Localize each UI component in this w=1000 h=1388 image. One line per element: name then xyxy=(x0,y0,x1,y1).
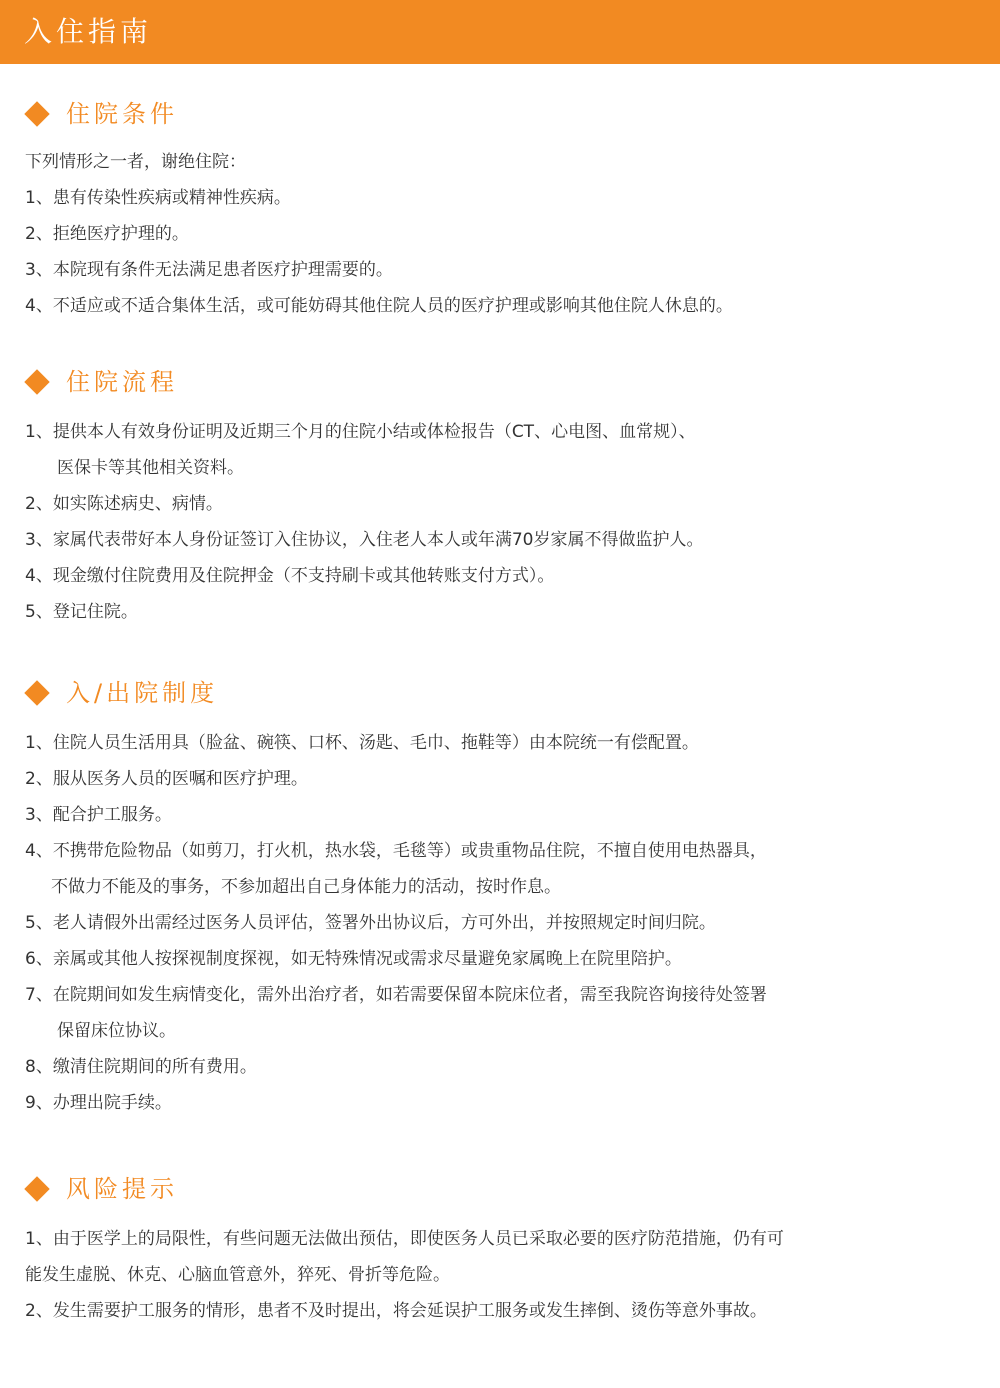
section-title: 风险提示 xyxy=(66,1175,178,1203)
section-heading xyxy=(0,676,1000,716)
list-item: 1、患有传染性疾病或精神性疾病。 xyxy=(25,188,291,208)
list-item: 1、提供本人有效身份证明及近期三个月的住院小结或体检报告（CT、心电图、血常规）、 xyxy=(25,422,696,442)
list-item: 4、不携带危险物品（如剪刀，打火机，热水袋，毛毯等）或贵重物品住院，不擅自使用电热器具， xyxy=(25,841,767,861)
page-header xyxy=(0,0,1000,64)
list-item: 1、由于医学上的局限性，有些问题无法做出预估，即使医务人员已采取必要的医疗防范措施，仍有可 xyxy=(25,1229,784,1249)
section-risk-notice xyxy=(0,1172,1000,1321)
list-item: 2、拒绝医疗护理的。 xyxy=(25,224,189,244)
section-heading xyxy=(0,97,1000,137)
section-title: 入/出院制度 xyxy=(66,679,219,707)
section-heading xyxy=(0,365,1000,405)
list-item: 7、在院期间如发生病情变化，需外出治疗者，如若需要保留本院床位者，需至我院咨询接待处签署 xyxy=(25,985,767,1005)
section-title: 住院流程 xyxy=(66,368,178,396)
section-admission-process xyxy=(0,365,1000,622)
list-item: 9、办理出院手续。 xyxy=(25,1093,172,1113)
list-item-continuation: 不做力不能及的事务，不参加超出自己身体能力的活动，按时作息。 xyxy=(51,877,561,897)
diamond-icon xyxy=(24,101,49,126)
list-item-continuation: 医保卡等其他相关资料。 xyxy=(57,458,244,478)
list-item: 5、登记住院。 xyxy=(25,602,138,622)
list-item: 6、亲属或其他人按探视制度探视，如无特殊情况或需求尽量避免家属晚上在院里陪护。 xyxy=(25,949,682,969)
list-item: 3、本院现有条件无法满足患者医疗护理需要的。 xyxy=(25,260,393,280)
list-item: 3、家属代表带好本人身份证签订入住协议，入住老人本人或年满70岁家属不得做监护人。 xyxy=(25,530,704,550)
text-line: 下列情形之一者，谢绝住院： xyxy=(25,152,246,172)
section-admission-discharge-rules xyxy=(0,676,1000,1113)
list-item: 4、不适应或不适合集体生活，或可能妨碍其他住院人员的医疗护理或影响其他住院人休息的。 xyxy=(25,296,733,316)
list-item: 5、老人请假外出需经过医务人员评估，签署外出协议后，方可外出，并按照规定时间归院。 xyxy=(25,913,716,933)
list-item: 2、如实陈述病史、病情。 xyxy=(25,494,223,514)
diamond-icon xyxy=(24,1176,49,1201)
list-item: 3、配合护工服务。 xyxy=(25,805,172,825)
page-title: 入住指南 xyxy=(24,15,153,48)
list-item-continuation: 能发生虚脱、休克、心脑血管意外，猝死、骨折等危险。 xyxy=(25,1265,450,1285)
diamond-icon xyxy=(24,680,49,705)
list-item: 2、服从医务人员的医嘱和医疗护理。 xyxy=(25,769,308,789)
section-heading xyxy=(0,1172,1000,1212)
list-item: 2、发生需要护工服务的情形，患者不及时提出，将会延误护工服务或发生摔倒、烫伤等意外事故。 xyxy=(25,1301,767,1321)
section-admission-conditions xyxy=(0,97,1000,316)
list-item: 8、缴清住院期间的所有费用。 xyxy=(25,1057,257,1077)
diamond-icon xyxy=(24,369,49,394)
list-item: 1、住院人员生活用具（脸盆、碗筷、口杯、汤匙、毛巾、拖鞋等）由本院统一有偿配置。 xyxy=(25,733,699,753)
section-title: 住院条件 xyxy=(66,100,178,128)
list-item: 4、现金缴付住院费用及住院押金（不支持刷卡或其他转账支付方式）。 xyxy=(25,566,555,586)
list-item-continuation: 保留床位协议。 xyxy=(57,1021,176,1041)
